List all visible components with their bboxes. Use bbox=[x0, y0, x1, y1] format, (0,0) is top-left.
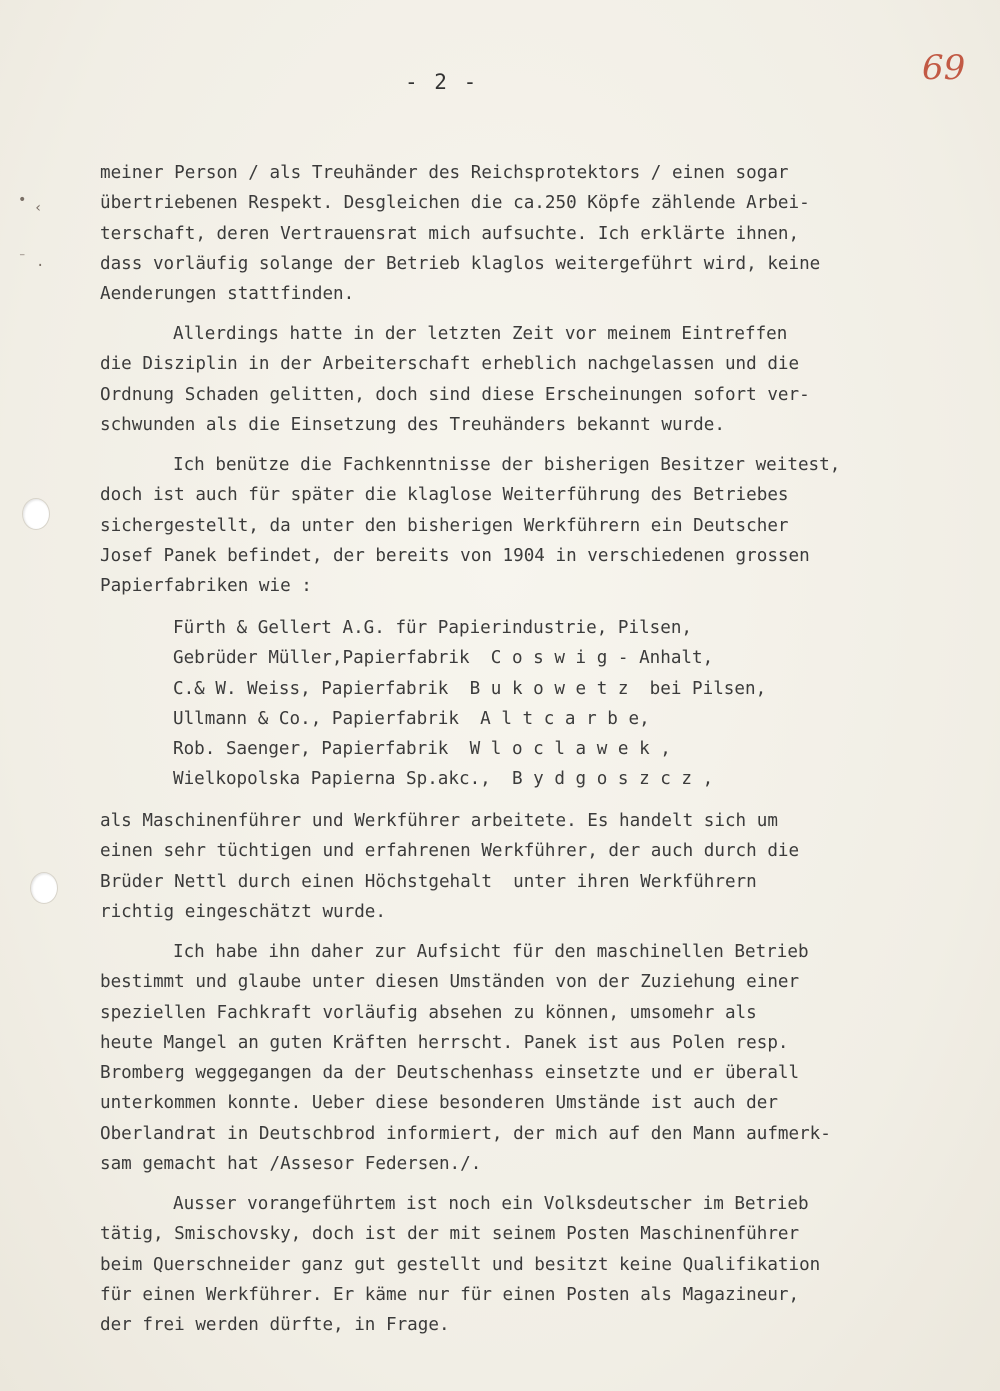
margin-mark: • bbox=[18, 192, 27, 208]
text-line: Ich benütze die Fachkenntnisse der bisherigen Besitzer weitest, bbox=[173, 455, 841, 475]
text-line: tätig, Smischovsky, doch ist der mit seinem Posten Maschinenführer bbox=[100, 1224, 800, 1245]
list-item: Fürth & Gellert A.G. für Papierindustrie, Pilsen, bbox=[173, 618, 693, 638]
text-line: richtig eingeschätzt wurde. bbox=[100, 901, 386, 922]
text-line: unterkommen konnte. Ueber diese besonderen Umstände ist auch der bbox=[100, 1093, 778, 1114]
text-line: Josef Panek befindet, der bereits von 1904 in verschiedenen grossen bbox=[100, 545, 810, 566]
text-line: sam gemacht hat /Assesor Federsen./. bbox=[100, 1154, 482, 1175]
text-line: Allerdings hatte in der letzten Zeit vor meinem Eintreffen bbox=[173, 324, 788, 344]
text-line: Ausser vorangeführtem ist noch ein Volksdeutscher im Betrieb bbox=[173, 1194, 809, 1214]
margin-mark: ⁻ bbox=[18, 250, 27, 266]
text-line: beim Querschneider ganz gut gestellt und besitzt keine Qualifikation bbox=[100, 1254, 821, 1275]
paragraph-6 bbox=[100, 1189, 960, 1340]
text-line: speziellen Fachkraft vorläufig absehen zu können, umsomehr als bbox=[100, 1002, 757, 1023]
text-line: schwunden als die Einsetzung des Treuhänders bekannt wurde. bbox=[100, 414, 725, 435]
text-line: sichergestellt, da unter den bisherigen Werkführern ein Deutscher bbox=[100, 515, 789, 536]
paragraph-3 bbox=[100, 450, 960, 601]
list-item: Rob. Saenger, Papierfabrik W l o c l a w e k , bbox=[173, 739, 671, 760]
paragraph-4 bbox=[100, 806, 960, 927]
text-line: doch ist auch für später die klaglose Weiterführung des Betriebes bbox=[100, 485, 789, 506]
list-item: Gebrüder Müller,Papierfabrik C o s w i g - Anhalt, bbox=[173, 648, 714, 669]
margin-mark: ‹ bbox=[34, 200, 43, 216]
text-line: für einen Werkführer. Er käme nur für einen Posten als Magazineur, bbox=[100, 1284, 800, 1305]
text-line: Oberlandrat in Deutschbrod informiert, der mich auf den Mann aufmerk- bbox=[100, 1123, 831, 1144]
page-number: - 2 - bbox=[405, 70, 479, 94]
text-line: bestimmt und glaube unter diesen Umständen von der Zuziehung einer bbox=[100, 972, 800, 993]
company-list bbox=[100, 613, 960, 795]
text-line: Bromberg weggegangen da der Deutschenhass einsetzte und er überall bbox=[100, 1063, 800, 1084]
list-item: C.& W. Weiss, Papierfabrik B u k o w e t z bei Pilsen, bbox=[173, 678, 767, 699]
text-line: heute Mangel an guten Kräften herrscht. Panek ist aus Polen resp. bbox=[100, 1032, 789, 1053]
text-line: als Maschinenführer und Werkführer arbeitete. Es handelt sich um bbox=[100, 811, 778, 831]
text-line: die Disziplin in der Arbeiterschaft erheblich nachgelassen und die bbox=[100, 354, 800, 375]
text-line: Ich habe ihn daher zur Aufsicht für den maschinellen Betrieb bbox=[173, 942, 809, 962]
punch-hole-bottom bbox=[30, 872, 58, 904]
list-item: Ullmann & Co., Papierfabrik A l t c a r b e, bbox=[173, 708, 650, 729]
text-line: einen sehr tüchtigen und erfahrenen Werkführer, der auch durch die bbox=[100, 841, 800, 862]
text-line: Papierfabriken wie : bbox=[100, 576, 312, 597]
paragraph-5 bbox=[100, 937, 960, 1179]
text-line: Aenderungen stattfinden. bbox=[100, 284, 355, 305]
list-item: Wielkopolska Papierna Sp.akc., B y d g o s z c z , bbox=[173, 769, 714, 790]
text-line: dass vorläufig solange der Betrieb klaglos weitergeführt wird, keine bbox=[100, 253, 821, 274]
text-line: der frei werden dürfte, in Frage. bbox=[100, 1315, 450, 1336]
punch-hole-top bbox=[22, 498, 50, 530]
paragraph-1 bbox=[100, 158, 960, 309]
folio-number: 69 bbox=[922, 48, 966, 88]
text-line: Brüder Nettl durch einen Höchstgehalt unter ihren Werkführern bbox=[100, 871, 757, 892]
paragraph-2 bbox=[100, 319, 960, 440]
margin-mark: · bbox=[36, 258, 45, 274]
text-line: terschaft, deren Vertrauensrat mich aufsuchte. Ich erklärte ihnen, bbox=[100, 223, 800, 244]
text-line: übertriebenen Respekt. Desgleichen die ca.250 Köpfe zählende Arbei- bbox=[100, 193, 810, 214]
text-line: meiner Person / als Treuhänder des Reichsprotektors / einen sogar bbox=[100, 163, 789, 183]
text-line: Ordnung Schaden gelitten, doch sind diese Erscheinungen sofort ver- bbox=[100, 384, 810, 405]
